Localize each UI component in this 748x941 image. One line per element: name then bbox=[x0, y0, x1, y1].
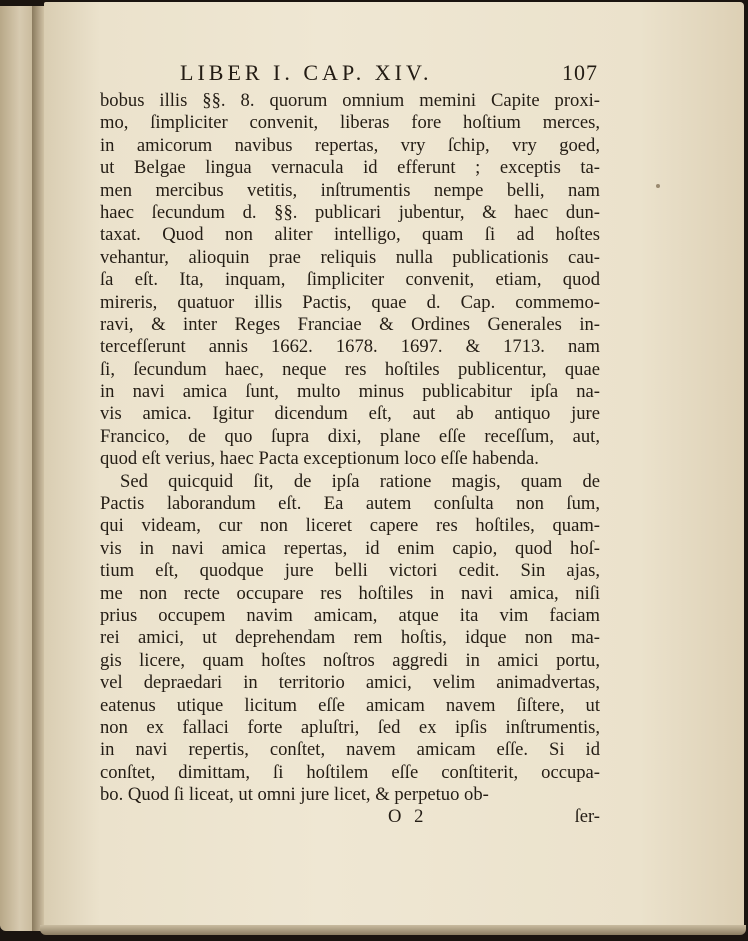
page-stack-edge bbox=[40, 925, 746, 935]
text-line: mo, ſimpliciter convenit, liberas fore hoſtium merces, bbox=[100, 112, 600, 134]
page-number: 107 bbox=[562, 60, 598, 85]
text-line: Francico, de quo ſupra dixi, plane eſſe receſſum, aut, bbox=[100, 425, 600, 447]
signature-mark: O 2 bbox=[388, 806, 428, 827]
text-line: gis licere, quam hoſtes noſtros aggredi in amici portu, bbox=[100, 649, 600, 671]
text-line: tium eſt, quodque jure belli victori cedit. Sin ajas, bbox=[100, 560, 600, 582]
text-line: bobus illis §§. 8. quorum omnium memini Capite proxi- bbox=[100, 90, 600, 111]
text-line: rei amici, ut deprehendam rem hoſtis, idque non ma- bbox=[100, 627, 600, 649]
text-line: non ex fallaci forte apluſtri, ſed ex ipſis inſtrumentis, bbox=[100, 716, 600, 738]
page-footer bbox=[100, 806, 600, 830]
text-line: vis in navi amica repertas, id enim capio, quod hoſ- bbox=[100, 537, 600, 559]
paper-foxing-spot bbox=[656, 184, 660, 188]
text-line: quod eſt verius, haec Pacta exceptionum loco eſſe habenda. bbox=[100, 448, 539, 470]
text-line: Sed quicquid ſit, de ipſa ratione magis, quam de bbox=[120, 470, 600, 492]
page-header bbox=[180, 60, 600, 92]
text-line: men mercibus vetitis, inſtrumentis nempe belli, nam bbox=[100, 179, 600, 201]
text-line: in navi amica ſunt, multo minus publicabitur ipſa na- bbox=[100, 381, 600, 403]
text-line: me non recte occupare res hoſtiles in navi amica, niſi bbox=[100, 582, 600, 604]
text-line: in navi repertis, conſtet, navem amicam eſſe. Si id bbox=[100, 739, 600, 761]
running-head: LIBER I. CAP. XIV. bbox=[180, 60, 433, 85]
text-line: vel depraedari in territorio amici, velim animadvertas, bbox=[100, 672, 600, 694]
text-line: haec ſecundum d. §§. publicari jubentur, & haec dun- bbox=[100, 201, 600, 223]
text-line: vehantur, alioquin prae reliquis nulla publicationis cau- bbox=[100, 246, 600, 268]
text-line: ſi, ſecundum haec, neque res hoſtiles publicentur, quae bbox=[100, 358, 600, 380]
text-line: taxat. Quod non aliter intelligo, quam ſi ad hoſtes bbox=[100, 224, 600, 246]
text-line: eatenus utique licitum eſſe amicam navem ſiſtere, ut bbox=[100, 694, 600, 716]
text-line: bo. Quod ſi liceat, ut omni jure licet, & perpetuo ob- bbox=[100, 784, 489, 806]
text-line: conſtet, dimittam, ſi hoſtilem eſſe conſtiterit, occupa- bbox=[100, 761, 600, 783]
text-line: in amicorum navibus repertas, vry ſchip, vry goed, bbox=[100, 134, 600, 156]
text-line: qui videam, cur non liceret capere res hoſtiles, quam- bbox=[100, 515, 600, 537]
text-line: mireris, quatuor illis Pactis, quae d. Cap. commemo- bbox=[100, 291, 600, 313]
catchword: ſer- bbox=[574, 806, 600, 827]
text-line: Pactis laborandum eſt. Ea autem conſulta non ſum, bbox=[100, 493, 600, 515]
text-line: vis amica. Igitur dicendum eſt, aut ab antiquo jure bbox=[100, 403, 600, 425]
text-line: ſa eſt. Ita, inquam, ſimpliciter convenit, etiam, quod bbox=[100, 269, 600, 291]
text-line: ut Belgae lingua vernacula id efferunt ; exceptis ta- bbox=[100, 157, 600, 179]
text-line: tercefſerunt annis 1662. 1678. 1697. & 1713. nam bbox=[100, 336, 600, 358]
text-line: ravi, & inter Reges Franciae & Ordines Generales in- bbox=[100, 313, 600, 335]
body-text bbox=[100, 90, 600, 807]
text-line: prius occupem navim amicam, atque ita vim faciam bbox=[100, 604, 600, 626]
